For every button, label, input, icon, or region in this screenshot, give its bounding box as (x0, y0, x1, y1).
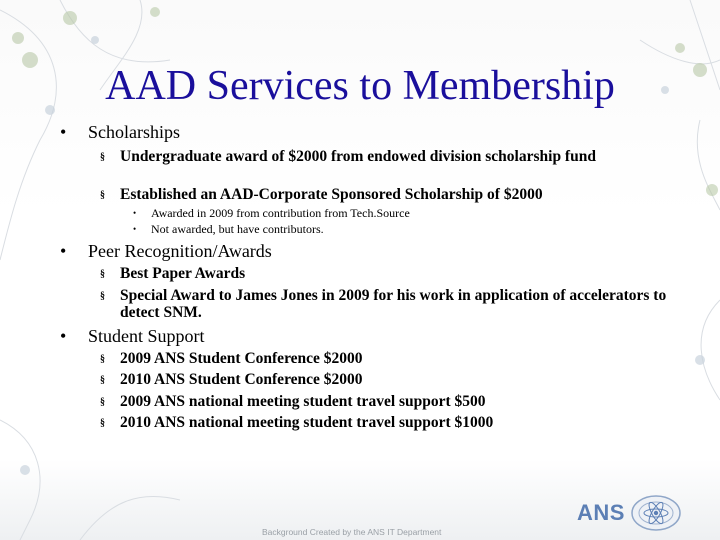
bullet: § (100, 418, 105, 429)
sub-item-text: Not awarded, but have contributors. (151, 222, 324, 236)
bullet: § (100, 190, 105, 201)
item-text: 2010 ANS national meeting student travel support $1000 (120, 414, 494, 431)
item-text: 2010 ANS Student Conference $2000 (120, 371, 363, 388)
section-label: Student Support (88, 326, 205, 346)
item-text: Undergraduate award of $2000 from endowed division scholarship fund (120, 148, 596, 165)
bullet: § (100, 269, 105, 280)
bullet: § (100, 375, 105, 386)
item-text: Established an AAD-Corporate Sponsored Scholarship of $2000 (120, 186, 543, 203)
item-text: Special Award to James Jones in 2009 for his work in application of accelerators to detect SNM. (120, 287, 667, 321)
bullet: • (60, 326, 67, 346)
bullet: • (60, 122, 67, 142)
ans-logo-text: ANS (577, 500, 625, 525)
ans-seal-logo (630, 494, 682, 532)
bullet: • (133, 224, 137, 234)
bullet: § (100, 152, 105, 163)
bullet: § (100, 291, 105, 302)
section-label: Scholarships (88, 122, 180, 142)
bullet: § (100, 397, 105, 408)
sub-item-text: Awarded in 2009 from contribution from Tech.Source (151, 206, 410, 220)
item-text: 2009 ANS national meeting student travel support $500 (120, 393, 486, 410)
section-label: Peer Recognition/Awards (88, 241, 272, 261)
bullet: • (133, 208, 137, 218)
item-text: Best Paper Awards (120, 265, 246, 282)
slide-title: AAD Services to Membership (105, 63, 615, 109)
item-text: 2009 ANS Student Conference $2000 (120, 350, 363, 367)
bullet: • (60, 241, 67, 261)
bullet: § (100, 354, 105, 365)
background-credit: Background Created by the ANS IT Department (262, 527, 442, 537)
